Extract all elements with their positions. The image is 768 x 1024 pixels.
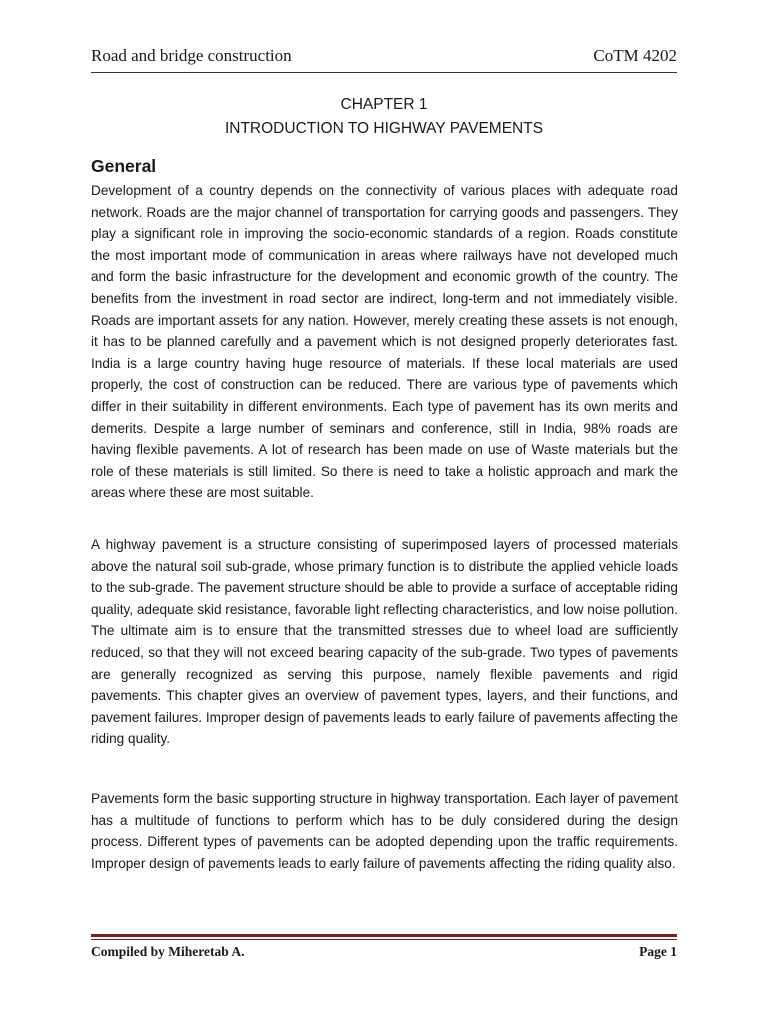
page-header (91, 44, 677, 74)
chapter-heading (91, 93, 677, 141)
header-divider (91, 72, 677, 73)
chapter-number: CHAPTER 1 (340, 96, 428, 113)
body-paragraph: Pavements form the basic supporting structure in highway transportation. Each layer of pavement has a multitude of functions to perform which has to be duly considered during the design process. Different types of pavements can be adopted depending upon the traffic requirements. Improper design of pavements leads to early failure of pavements affecting the riding quality also. (91, 791, 678, 871)
course-code: CoTM 4202 (593, 46, 677, 65)
section-heading: General (91, 156, 157, 176)
footer-divider (91, 934, 677, 937)
chapter-title: INTRODUCTION TO HIGHWAY PAVEMENTS (224, 120, 544, 137)
body-paragraph: A highway pavement is a structure consisting of superimposed layers of processed materials above the natural soil sub-grade, whose primary function is to distribute the applied vehicle loads to the sub-grade. The pavement structure should be able to provide a surface of acceptable riding quality, adequate skid resistance, favorable light reflecting characteristics, and low noise pollution. The ultimate aim is to ensure that the transmitted stresses due to wheel load are sufficiently reduced, so that they will not exceed bearing capacity of the sub-grade. Two types of pavements are generally recognized as serving this purpose, namely flexible pavements and rigid pavements. This chapter gives an overview of pavement types, layers, and their functions, and pavement failures. Improper design of pavements leads to early failure of pavements affecting the riding quality. (91, 537, 678, 747)
page-number: Page 1 (639, 944, 677, 959)
document-title: Road and bridge construction (91, 46, 292, 65)
footer-author: Compiled by Miheretab A. (91, 944, 245, 959)
body-paragraph: Development of a country depends on the connectivity of various places with adequate road network. Roads are the major channel of transportation for carrying goods and passengers. They play a significant role in improving the socio-economic standards of a region. Roads constitute the most important mode of communication in areas where railways have not developed much and form the basic infrastructure for the development and economic growth of the country. The benefits from the investment in road sector are indirect, long-term and not immediately visible. Roads are important assets for any nation. However, merely creating these assets is not enough, it has to be planned carefully and a pavement which is not designed properly deteriorates fast. India is a large country having huge resource of materials. If these local materials are used properly, the cost of construction can be reduced. There are various type of pavements which differ in their suitability in different environments. Each type of pavement has its own merits and demerits. Despite a large number of seminars and conference, still in India, 98% roads are having flexible pavements. A lot of research has been made on use of Waste materials but the role of these materials is still limited. So there is need to take a holistic approach and mark the areas where these are most suitable. (91, 183, 678, 501)
footer-divider-thin (91, 939, 677, 940)
page-footer (91, 944, 677, 966)
